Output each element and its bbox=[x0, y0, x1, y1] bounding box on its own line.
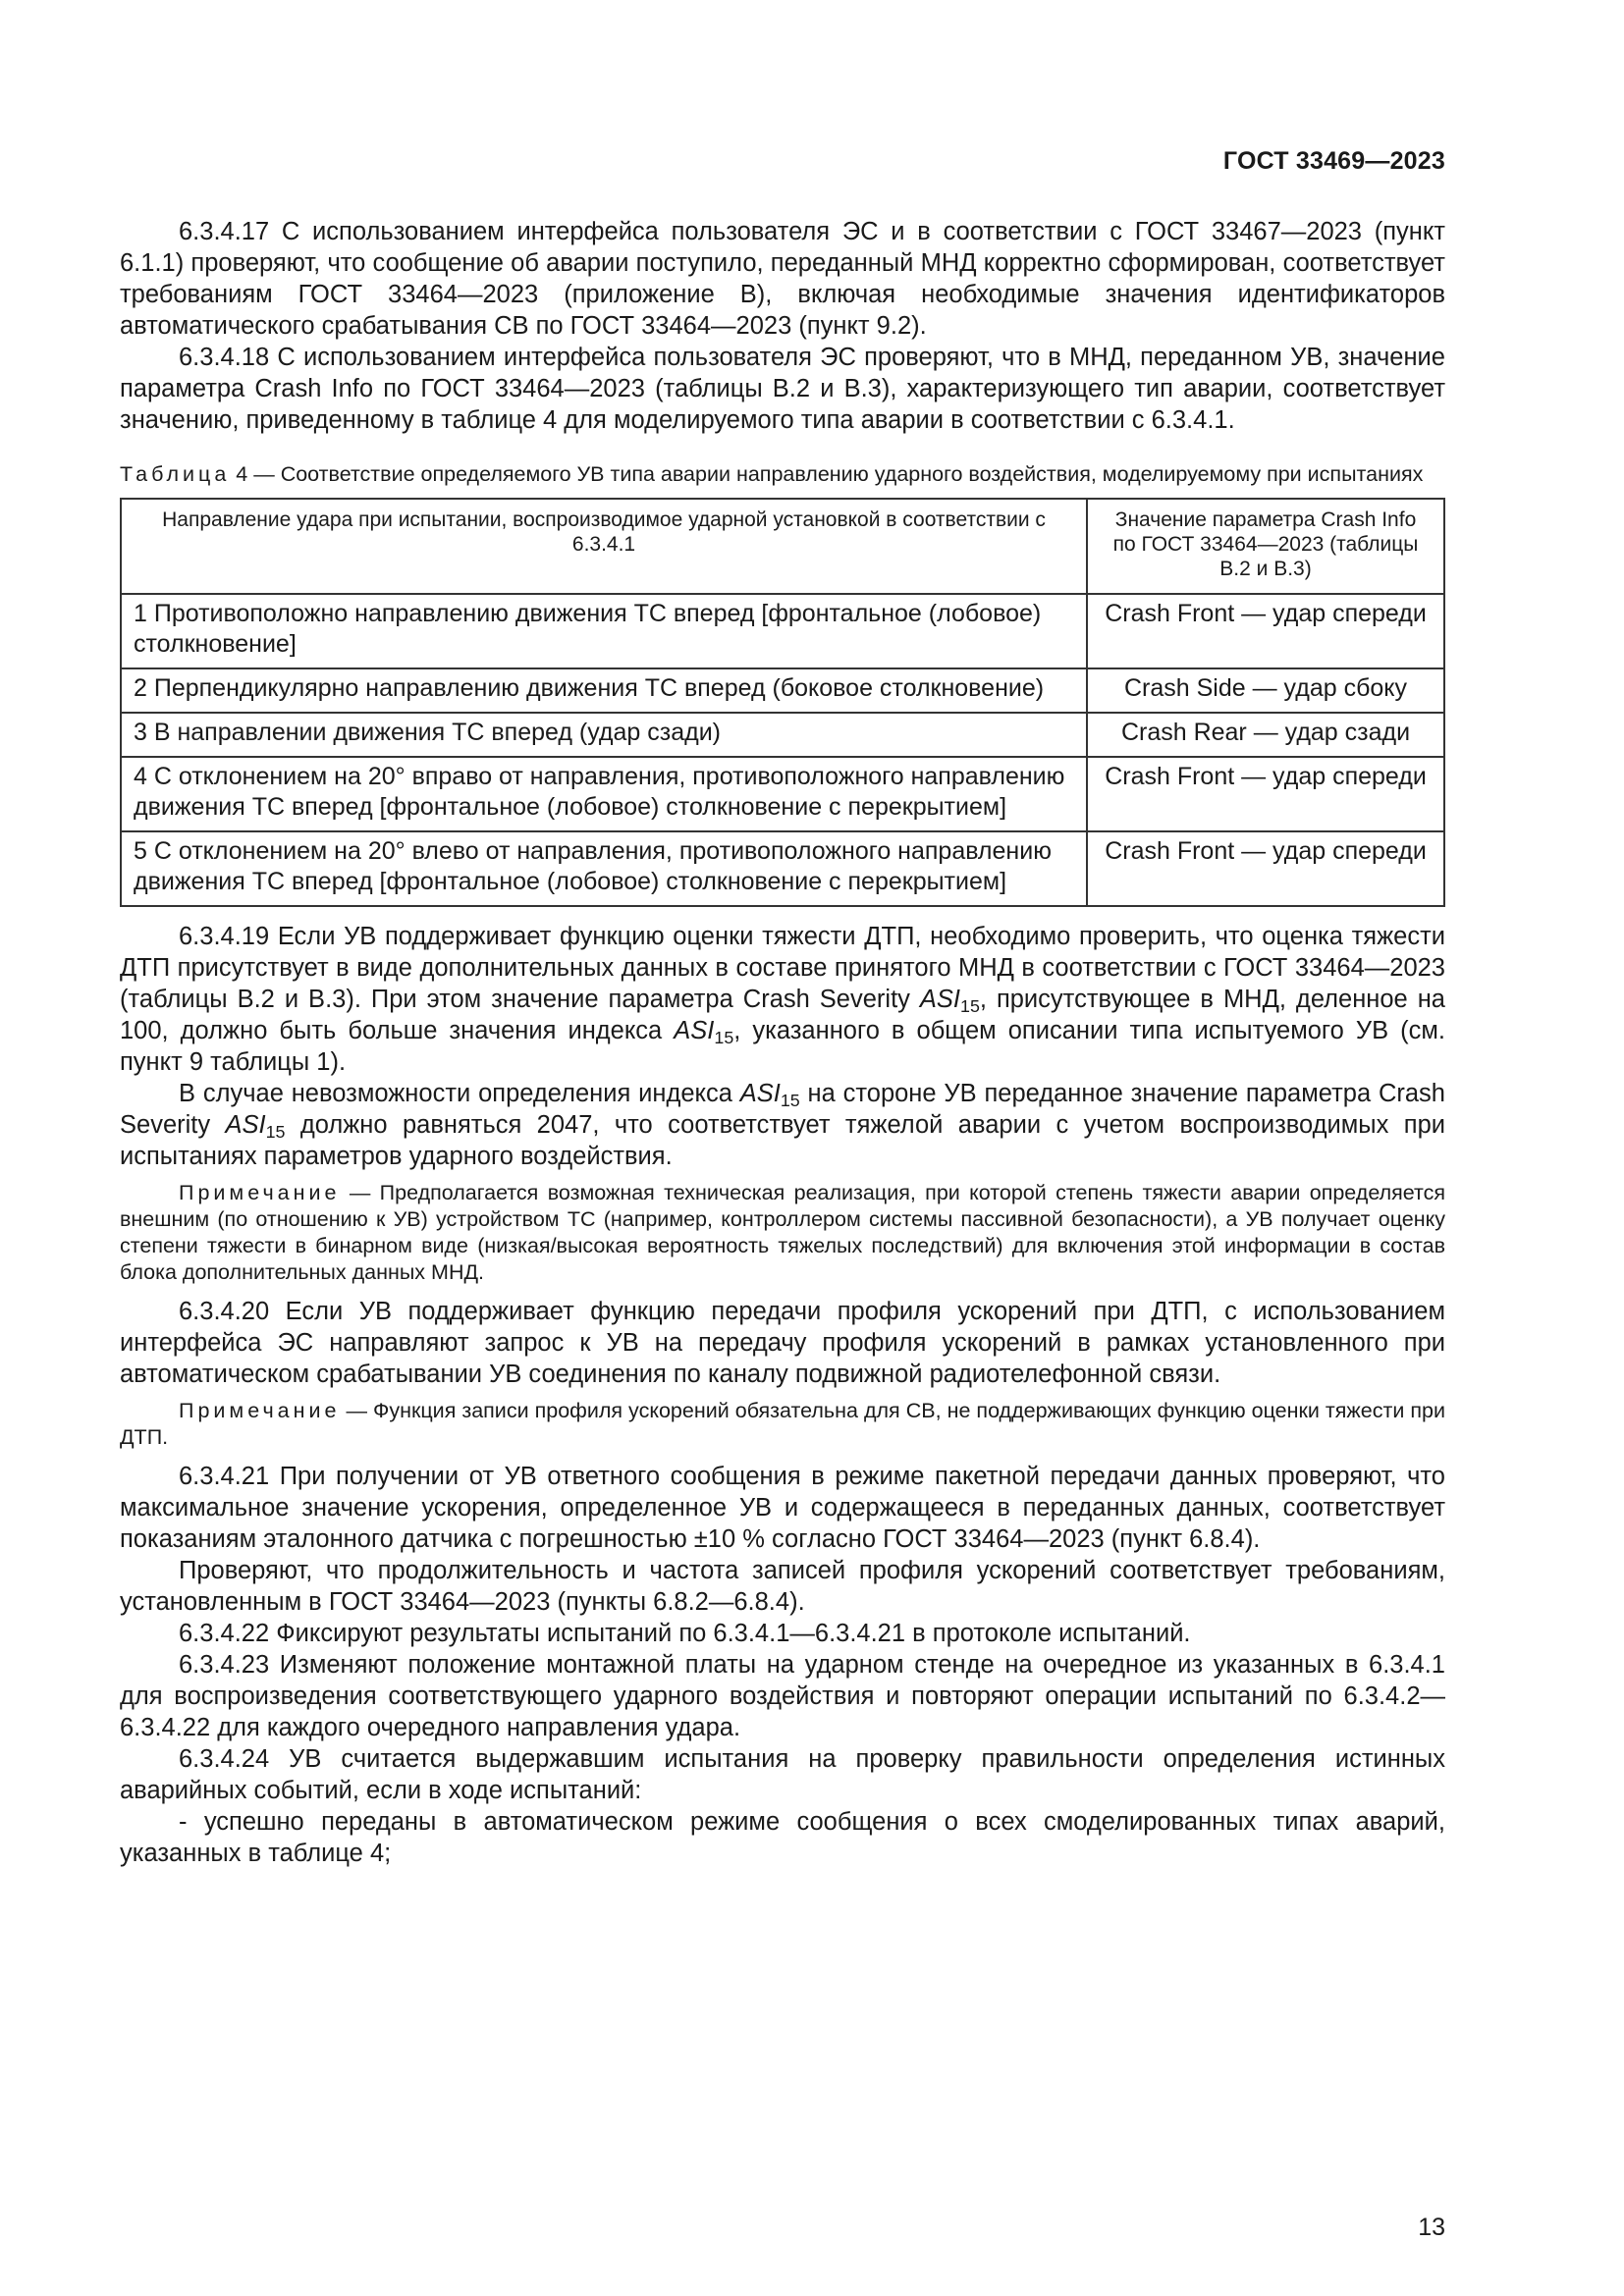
asi-subscript: 15 bbox=[780, 1091, 800, 1110]
table-header-direction: Направление удара при испытании, воспроизводимое ударной установкой в соответствии с 6.3.4.1 bbox=[121, 499, 1087, 594]
table-cell-crash-info: Crash Rear — удар сзади bbox=[1087, 713, 1444, 757]
note-severity bbox=[120, 1180, 1445, 1286]
note-label: Примечание bbox=[179, 1181, 341, 1204]
p19-text-1: 6.3.4.19 Если УВ поддерживает функцию оценки тяжести ДТП, необходимо проверить, что оценка тяжести ДТП присутствует в виде дополнительных данных в составе принятого МНД в соответствии с ГОСТ 33464—2023 (таблицы В.2 и В.3). При этом значение параметра Crash Severity bbox=[120, 923, 1445, 1013]
table-row bbox=[121, 594, 1444, 668]
note-acceleration bbox=[120, 1398, 1445, 1451]
table-row bbox=[121, 831, 1444, 906]
crash-direction-table bbox=[120, 498, 1445, 907]
table-cell-direction: 4 С отклонением на 20° вправо от направления, противоположного направлению движения ТС вперед [фронтальное (лобовое) столкновение с перекрытием] bbox=[121, 757, 1087, 831]
asi-subscript: 15 bbox=[265, 1122, 286, 1142]
table-row bbox=[121, 668, 1444, 713]
note-label: Примечание bbox=[179, 1399, 341, 1422]
asi-index: ASI bbox=[739, 1080, 781, 1107]
paragraph-profile-check: Проверяют, что продолжительность и частота записей профиля ускорений соответствует требованиям, установленным в ГОСТ 33464—2023 (пункты 6.8.2—6.8.4). bbox=[120, 1557, 1445, 1616]
table-cell-direction: 5 С отклонением на 20° влево от направления, противоположного направлению движения ТС вперед [фронтальное (лобовое) столкновение с перекрытием] bbox=[121, 831, 1087, 906]
table-cell-crash-info: Crash Side — удар сбоку bbox=[1087, 668, 1444, 713]
page-number: 13 bbox=[1418, 2214, 1445, 2241]
asi-index: ASI bbox=[225, 1111, 266, 1139]
table-row bbox=[121, 757, 1444, 831]
p19b-text-3: должно равняться 2047, что соответствует тяжелой аварии с учетом воспроизводимых при испытаниях параметров ударного воздействия. bbox=[120, 1111, 1445, 1170]
paragraph-6-3-4-20: 6.3.4.20 Если УВ поддерживает функцию передачи профиля ускорений при ДТП, с использованием интерфейса ЭС направляют запрос к УВ на передачу профиля ускорений в рамках установленного при автоматическом срабатывании УВ соединения по каналу подвижной радиотелефонной связи. bbox=[120, 1298, 1445, 1388]
asi-index: ASI bbox=[674, 1017, 715, 1044]
asi-subscript: 15 bbox=[960, 996, 980, 1016]
p19-text-3: , указанного в общем описании типа испытуемого УВ (см. пункт 9 таблицы 1). bbox=[120, 1017, 1446, 1076]
paragraph-6-3-4-21: 6.3.4.21 При получении от УВ ответного сообщения в режиме пакетной передачи данных проверяют, что максимальное значение ускорения, определенное УВ и содержащееся в переданных данных, соответствует показаниям эталонного датчика с погрешностью ±10 % согласно ГОСТ 33464—2023 (пункт 6.8.4). bbox=[120, 1463, 1445, 1553]
table-header-row bbox=[121, 499, 1444, 594]
asi-index: ASI bbox=[919, 986, 961, 1013]
table-row bbox=[121, 713, 1444, 757]
p19b-text-1: В случае невозможности определения индекса bbox=[179, 1080, 740, 1107]
table-caption bbox=[120, 461, 1445, 488]
asi-subscript: 15 bbox=[714, 1028, 734, 1047]
note-text: — Функция записи профиля ускорений обязательна для СВ, не поддерживающих функцию оценки тяжести при ДТП. bbox=[120, 1399, 1445, 1449]
paragraph-6-3-4-17: 6.3.4.17 С использованием интерфейса пользователя ЭС и в соответствии с ГОСТ 33467—2023 (пункт 6.1.1) проверяют, что сообщение об аварии поступило, переданный МНД корректно сформирован, соответствует требованиям ГОСТ 33464—2023 (приложение В), включая необходимые значения идентификаторов автоматического срабатывания СВ по ГОСТ 33464—2023 (пункт 9.2). bbox=[120, 218, 1445, 340]
paragraph-6-3-4-24: 6.3.4.24 УВ считается выдержавшим испытания на проверку правильности определения истинных аварийных событий, если в ходе испытаний: bbox=[120, 1745, 1445, 1804]
p19b-text-2: на стороне УВ переданное значение параметра Crash Severity bbox=[120, 1080, 1445, 1139]
document-header: ГОСТ 33469—2023 bbox=[1222, 147, 1445, 175]
table-cell-direction: 2 Перпендикулярно направлению движения ТС вперед (боковое столкновение) bbox=[121, 668, 1087, 713]
table-cell-direction: 1 Противоположно направлению движения ТС вперед [фронтальное (лобовое) столкновение] bbox=[121, 594, 1087, 668]
note-text: — Предполагается возможная техническая реализация, при которой степень тяжести аварии определяется внешним (по отношению к УВ) устройством ТС (например, контроллером системы пассивной безопасности), а УВ получает оценку степени тяжести в бинарном виде (низкая/высокая вероятность тяжелых последствий) для включения этой информации в состав блока дополнительных данных МНД. bbox=[120, 1181, 1445, 1284]
table-header-crash-info: Значение параметра Crash Info по ГОСТ 33464—2023 (таблицы В.2 и В.3) bbox=[1087, 499, 1444, 594]
table-caption-label: Таблица bbox=[120, 462, 231, 486]
paragraph-6-3-4-18: 6.3.4.18 С использованием интерфейса пользователя ЭС проверяют, что в МНД, переданном УВ, значение параметра Crash Info по ГОСТ 33464—2023 (таблицы В.2 и В.3), характеризующего тип аварии, соответствует значению, приведенному в таблице 4 для моделируемого типа аварии в соответствии с 6.3.4.1. bbox=[120, 344, 1445, 434]
page-body bbox=[120, 137, 1445, 1869]
table-cell-direction: 3 В направлении движения ТС вперед (удар сзади) bbox=[121, 713, 1087, 757]
paragraph-6-3-4-23: 6.3.4.23 Изменяют положение монтажной платы на ударном стенде на очередное из указанных в 6.3.4.1 для воспроизведения соответствующего ударного воздействия и повторяют операции испытаний по 6.3.4.2—6.3.4.22 для каждого очередного направления удара. bbox=[120, 1651, 1445, 1741]
table-cell-crash-info: Crash Front — удар спереди bbox=[1087, 594, 1444, 668]
table-cell-crash-info: Crash Front — удар спереди bbox=[1087, 831, 1444, 906]
paragraph-6-3-4-19 bbox=[120, 921, 1445, 1078]
paragraph-6-3-4-22: 6.3.4.22 Фиксируют результаты испытаний по 6.3.4.1—6.3.4.21 в протоколе испытаний. bbox=[179, 1620, 1191, 1647]
table-caption-text: 4 — Соответствие определяемого УВ типа аварии направлению ударного воздействия, моделируемому при испытаниях bbox=[236, 462, 1424, 486]
list-item: - успешно переданы в автоматическом режиме сообщения о всех смоделированных типах аварий, указанных в таблице 4; bbox=[120, 1808, 1445, 1867]
p19-text-2: , присутствующее в МНД, деленное на 100, должно быть больше значения индекса bbox=[120, 986, 1445, 1044]
table-cell-crash-info: Crash Front — удар спереди bbox=[1087, 757, 1444, 831]
paragraph-asi-impossible bbox=[120, 1078, 1445, 1172]
